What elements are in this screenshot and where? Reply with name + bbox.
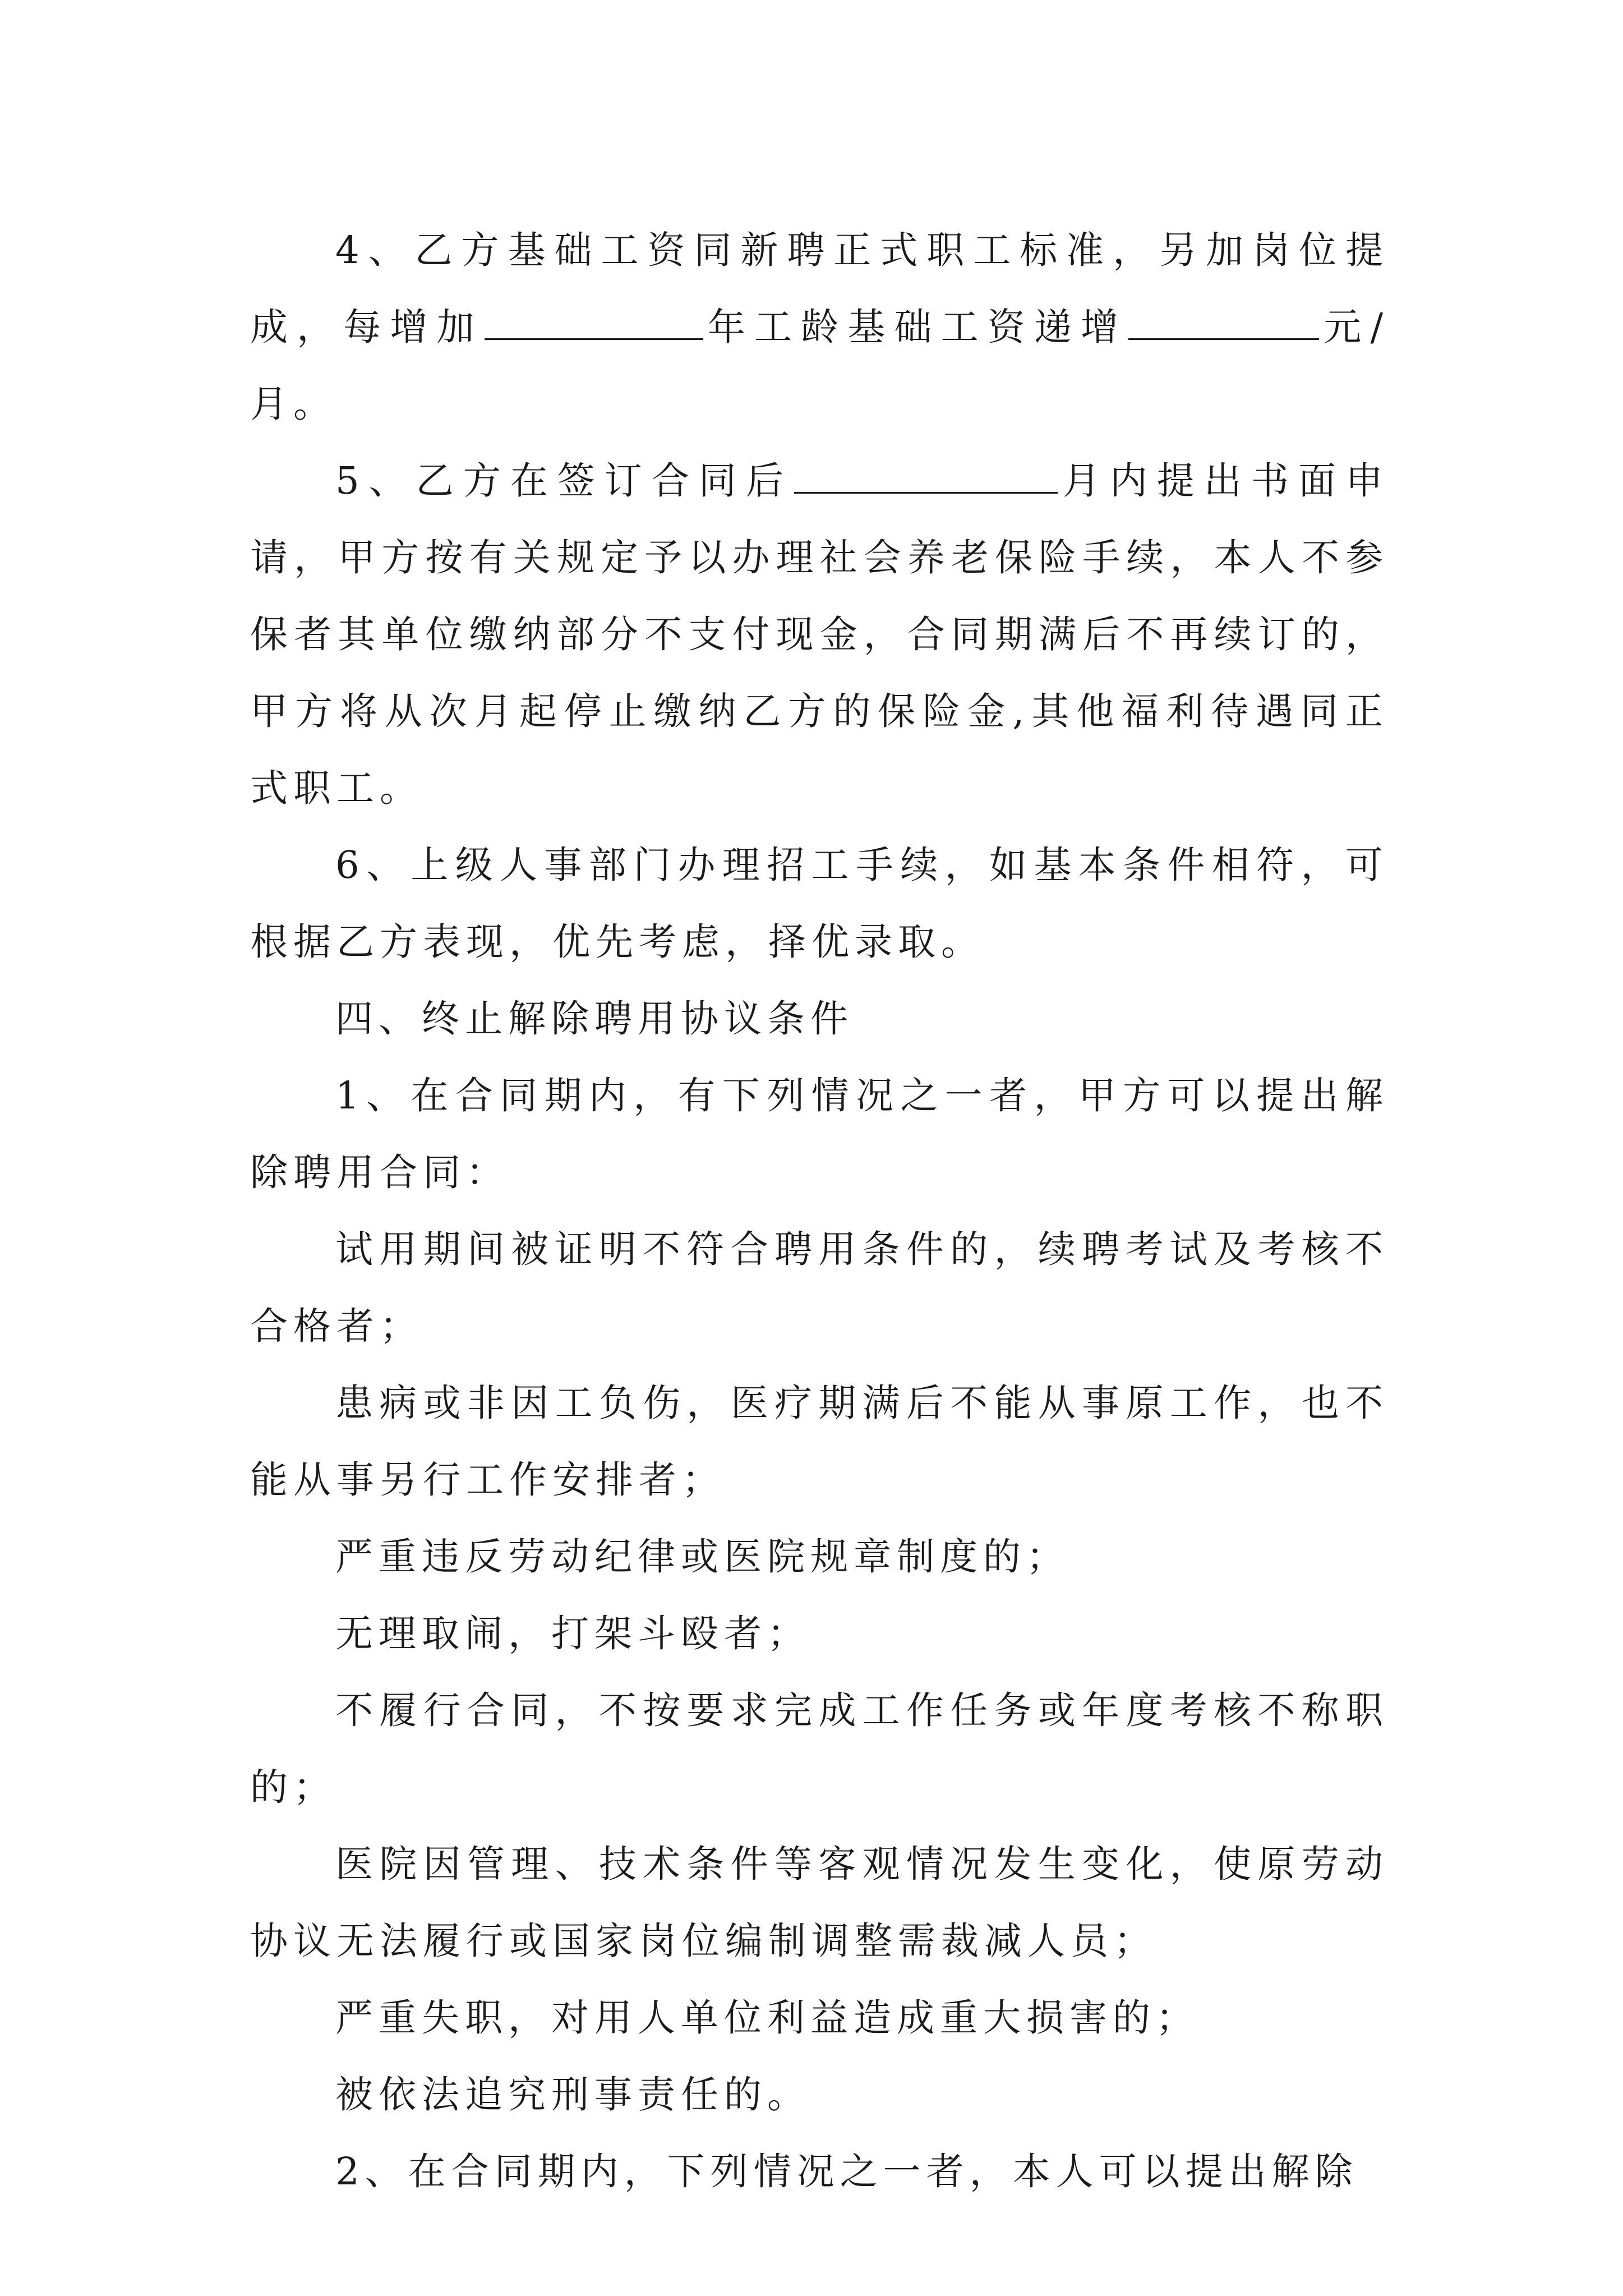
condition-item-illness: 患病或非因工负伤，医疗期满后不能从事原工作，也不能从事另行工作安排者；: [250, 1381, 1389, 1502]
clause-4-text-middle: 年工龄基础工资递增: [704, 305, 1128, 349]
condition-item-nonperformance: 不履行合同，不按要求完成工作任务或年度考核不称职的；: [250, 1688, 1389, 1809]
paragraph-clause-4: [250, 212, 1389, 443]
clause-5-text-end: 月内提出书面申请，甲方按有关规定予以办理社会养老保险手续，本人不参保者其单位缴纳部分不支付现金，合同期满后不再续订的，甲方将从次月起停止缴纳乙方的保险金,其他福利待遇同正式职工。: [250, 459, 1389, 810]
condition-item-fighting: 无理取闹，打架斗殴者；: [335, 1612, 810, 1655]
clause-5-text-start: 5、乙方在签订合同后: [335, 459, 793, 503]
blank-field-months: [794, 461, 1058, 494]
condition-item-criminal: 被依法追究刑事责任的。: [335, 2073, 810, 2116]
paragraph-clause-6: 6、上级人事部门办理招工手续，如基本条件相符，可根据乙方表现，优先考虑，择优录取。: [250, 843, 1389, 964]
condition-item-negligence: 严重失职，对用人单位利益造成重大损害的；: [335, 1996, 1199, 2040]
condition-item-probation: 试用期间被证明不符合聘用条件的，续聘考试及考核不合格者；: [250, 1227, 1389, 1348]
clause-4-text-end: 元/月。: [250, 305, 1389, 426]
blank-field-amount: [1128, 307, 1319, 340]
document-body: [250, 212, 1389, 2210]
section-heading-termination: 四、终止解除聘用协议条件: [335, 997, 854, 1041]
paragraph-clause-5: [250, 443, 1389, 827]
condition-item-restructuring: 医院因管理、技术条件等客观情况发生变化，使原劳动协议无法履行或国家岗位编制调整需裁减人员；: [250, 1842, 1389, 1963]
paragraph-termination-1: 1、在合同期内，有下列情况之一者，甲方可以提出解除聘用合同：: [250, 1074, 1389, 1194]
condition-item-discipline: 严重违反劳动纪律或医院规章制度的；: [335, 1535, 1069, 1579]
blank-field-years: [485, 307, 703, 340]
paragraph-termination-2: 2、在合同期内，下列情况之一者，本人可以提出解除: [335, 2150, 1358, 2193]
clause-4-text-start: 4、乙方基础工资同新聘正式职工标准，另加岗位提成，每增加: [250, 228, 1389, 349]
